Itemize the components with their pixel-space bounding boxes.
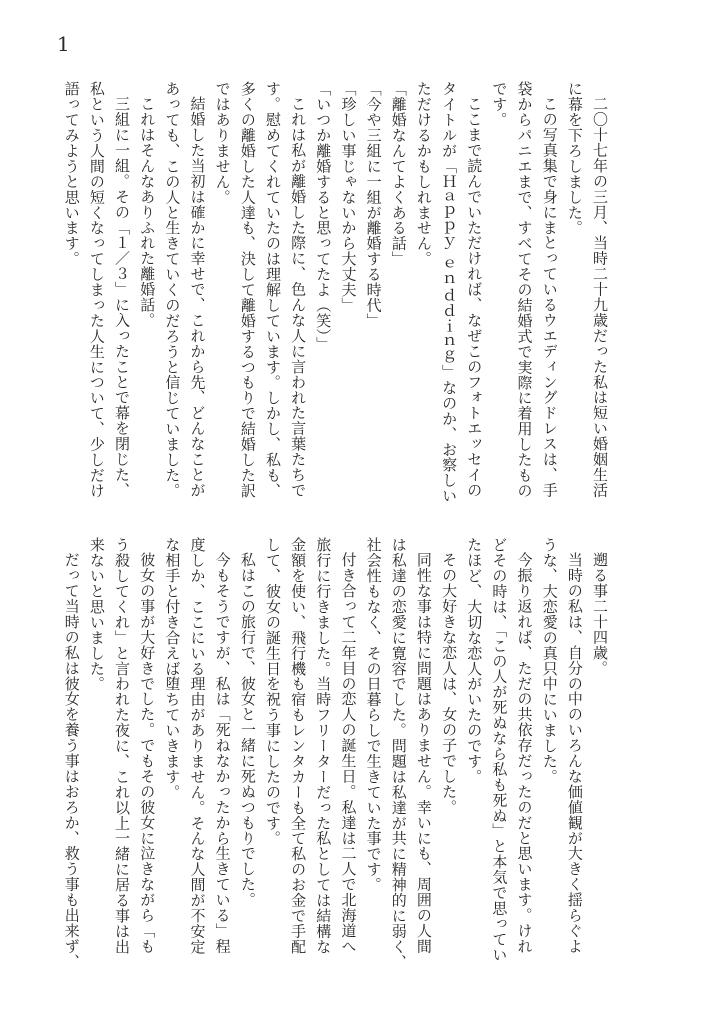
text-line: 三組に一組。その「１／３」に入ったことで幕を閉じた、: [113, 96, 132, 499]
text-line: 私はこの旅行で、彼女と一緒に死ぬつもりでした。: [238, 552, 257, 908]
text-line: ただけるかもしれません。: [414, 81, 433, 267]
text-line: 社会性もなく、その日暮らしで生きていた事です。: [364, 537, 383, 893]
text-line: 金額を使い、飛行機も宿もレンタカーも全て私のお金で手配: [289, 537, 308, 955]
page-number: 1: [57, 32, 70, 56]
text-line: ここまで読んでいただければ、なぜこのフォトエッセイの: [465, 96, 484, 499]
text-line: 今もそうですが、私は「死ねなかったから生きている」程: [213, 552, 232, 955]
text-line: 遡る事二十四歳。: [591, 552, 609, 677]
text-line: 付き合って二年目の恋人の誕生日。私達は二人で北海道へ: [339, 552, 358, 955]
text-line: に幕を下ろしました。: [565, 81, 584, 236]
text-line: タイトルが「Ｈａｐｐｙ ｅｎｄｄｉｎｇ」なのか、お察しい: [440, 81, 459, 504]
text-line: は私達の恋愛に寛容でした。問題は私達が共に精神的に弱く、: [389, 537, 408, 970]
text-line: う殺してくれ」と言われた夜に、これ以上一緒に居る事は出: [113, 537, 132, 955]
text-line: 二〇十七年の三月、当時二十九歳だった私は短い婚姻生活: [591, 96, 609, 499]
text-line: 同性な事は特に問題はありません。幸いにも、周囲の人間: [414, 552, 433, 955]
text-line: です。: [490, 81, 509, 128]
text-line: 結婚した当初は確かに幸せで、これから先、どんなことが: [188, 96, 207, 499]
text-line: あっても、この人と生きていくのだろうと信じていました。: [163, 81, 182, 499]
quote-line: 「今や三組に一組が離婚する時代」: [364, 81, 383, 329]
text-line: して、彼女の誕生日を祝う事にしたのです。: [263, 537, 282, 846]
text-line: 私という人間の短くなってしまった人生について、少しだけ: [87, 81, 106, 499]
text-line: 彼女の事が大好きでした。でもその彼女に泣きながら「も: [138, 552, 157, 955]
text-line: な相手と付き合えば堕ちていきます。: [163, 537, 182, 800]
text-line: だって当時の私は彼女を養う事はおろか、救う事も出来ず、: [62, 552, 81, 970]
text-line: 旅行に行きました。当時フリーターだった私としては結構な: [314, 537, 333, 955]
text-line: 来ないと思いました。: [87, 537, 106, 692]
text-line: 当時の私は、自分の中のいろんな価値観が大きく揺らぐよ: [565, 552, 584, 955]
text-line: 度しか、ここにいる理由がありません。そんな人間が不安定: [188, 537, 207, 955]
text-line: す。慰めてくれていたのは理解しています。しかし、私も、: [263, 81, 282, 499]
text-line: この写真集で身にまとっているウエディングドレスは、手: [540, 96, 559, 499]
text-line: その大好きな恋人は、女の子でした。: [440, 552, 459, 816]
text-line: ではありません。: [213, 81, 232, 205]
text-line: これは私が離婚した際に、色んな人に言われた言葉たちで: [289, 96, 308, 499]
text-line: たほど、大切な恋人がいたのです。: [465, 537, 484, 785]
text-line: どその時は、「この人が死ぬなら私も死ぬ」と本気で思ってい: [490, 537, 509, 963]
text-line: これはそんなありふれた離婚話。: [138, 96, 157, 329]
text-line: うな、大恋愛の真只中にいました。: [540, 537, 559, 785]
text-section-lower: [59, 537, 612, 970]
quote-line: 「珍しい事じゃないから大丈夫」: [339, 81, 358, 313]
text-line: 語ってみようと思います。: [62, 81, 81, 267]
text-section-upper: [59, 81, 612, 504]
quote-line: 「離婚なんてよくある話」: [389, 81, 408, 267]
text-line: 袋からパニエまで、すべてその結婚式で実際に着用したもの: [515, 81, 534, 499]
quote-line: 「いつか離婚すると思ってたよ（笑）」: [314, 81, 333, 352]
text-line: 今振り返れば、ただの共依存だったのだと思います。けれ: [515, 552, 534, 955]
text-line: 多くの離婚した人達も、決して離婚するつもりで結婚した訳: [238, 81, 257, 499]
